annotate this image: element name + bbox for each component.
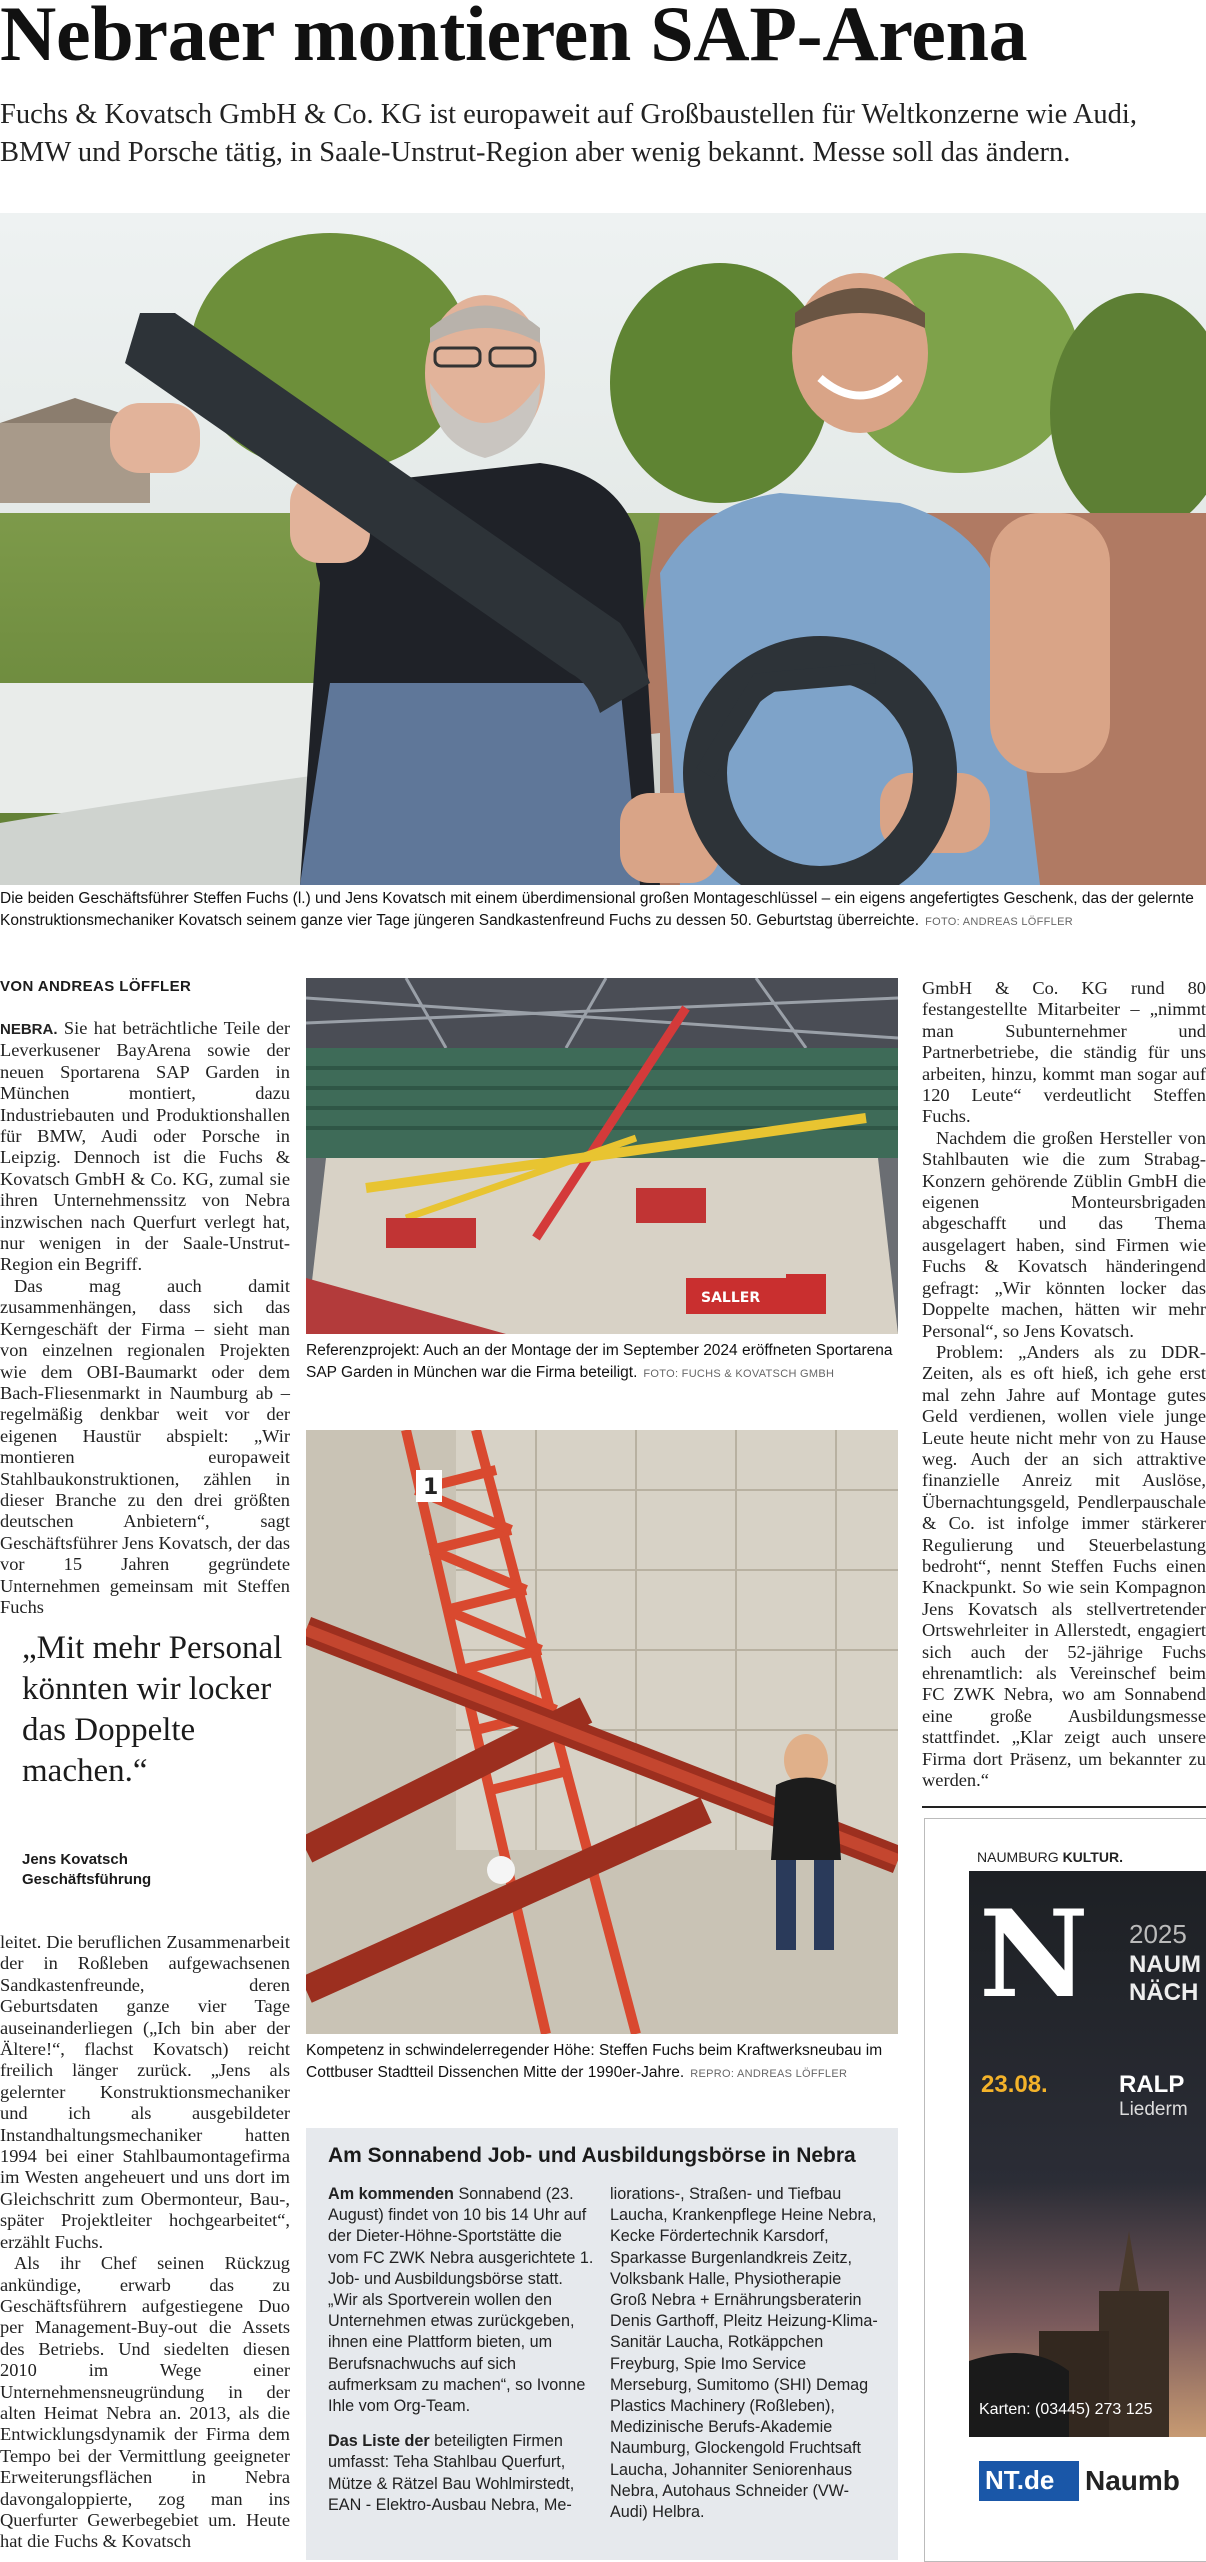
ad-logo-n: N <box>979 1884 1089 2025</box>
ad-line2: NÄCH <box>1129 1979 1199 2006</box>
ad-section-label <box>977 1849 1123 1865</box>
ad-section-name: KULTUR. <box>1062 1849 1123 1865</box>
arena-photo-illustration <box>306 978 898 1334</box>
crane-label: SALLER <box>701 1290 761 1306</box>
article-paragraph: leitet. Die beruflichen Zusammenarbeit der in Roßleben aufgewachsenen Sandkastenfreunde, deren Geburtsdaten ganze vier Tage auseinanderliegen („Ich bin aber der Ältere!“, flachst Kovatsch) reicht freilich länger zurück. „Jens als gelernter Konstruktionsmechaniker und ich als ausgebildeter Instandhaltungsmechaniker hatten 1994 bei einer Stahlbaumontagefirma im Westen angeheuert und uns dort im Gleichschritt zum Obermonteur, Bau-, später Projektleiter hochgearbeitet“, erzählt Fuchs. <box>0 1932 290 2252</box>
ad-line1: NAUM <box>1129 1951 1201 1978</box>
ad-header <box>925 1819 1206 1871</box>
subheadline: Fuchs & Kovatsch GmbH & Co. KG ist europaweit auf Großbaustellen für Weltkonzerne wie Audi, BMW und Porsche tätig, in Saale-Unstrut-Region aber wenig bekannt. Messe soll das ändern. <box>0 99 1137 168</box>
ad-year: 2025 <box>1129 1919 1187 1949</box>
height-caption-text: Kompetenz in schwindelerregender Höhe: Steffen Fuchs beim Kraftwerksneubau im Cottbuser Stadtteil Dissenchen Mitte der 1990er-Jahre. <box>306 2042 883 2081</box>
arena-photo-caption <box>306 1340 898 1385</box>
ad-artist: RALP <box>1119 2071 1185 2098</box>
article-paragraph: GmbH & Co. KG rund 80 festangestellte Mitarbeiter – „nimmt man Subunternehmer und Partnerbetriebe, die ständig für uns arbeiten, hinzu, kommt man sogar auf 120 Leute“ verdeutlicht Steffen Fuchs. <box>922 978 1206 1127</box>
height-photo-illustration <box>306 1430 898 2034</box>
ad-brand-short: NT.de <box>985 2465 1055 2495</box>
tower-number: 1 <box>423 1475 439 1500</box>
advertisement[interactable] <box>924 1818 1206 2562</box>
ad-date: 23.08. <box>981 2071 1048 2098</box>
main-photo-illustration <box>0 213 1206 885</box>
pullquote-author-name: Jens Kovatsch <box>22 1851 128 1868</box>
article-col1-top <box>0 1018 290 1618</box>
arena-photo <box>306 978 898 1334</box>
pullquote-author-role: Geschäftsführung <box>22 1871 152 1888</box>
ad-brand-long: Naumb <box>1085 2465 1180 2496</box>
info-box-lead: Am kommenden <box>328 2185 454 2203</box>
main-photo <box>0 213 1206 885</box>
article-paragraph: Sie hat beträchtliche Teile der Leverkusener BayArena sowie der neuen Sportarena SAP Garden in München montiert, dazu Industriebauten und Produktionshallen für BMW, Audi oder Porsche in Leipzig. Dennoch ist die Fuchs & Kovatsch GmbH & Co. KG, zumal sie ihren Unternehmenssitz von Nebra inzwischen nach Querfurt verlegt hat, nur wenigen in der Saale-Unstrut-Region ein Begriff. <box>0 1018 290 1275</box>
ad-ticket-phone: Karten: (03445) 273 125 <box>979 2401 1153 2418</box>
headline: Nebraer montieren SAP-Arena <box>0 0 1028 77</box>
column-divider <box>922 1806 1206 1808</box>
main-photo-caption-text: Die beiden Geschäftsführer Steffen Fuchs (l.) und Jens Kovatsch mit einem überdimensional großen Montageschlüssel – ein eigens angefertigtes Geschenk, das der gelernte Konstruktionsmechaniker Kovatsch seinem ganze vier Tage jüngeren Sandkastenfreund Fuchs zu dessen 50. Geburtstag überreichte. <box>0 890 1194 929</box>
ad-artist-sub: Liederm <box>1119 2099 1188 2120</box>
height-photo-caption <box>306 2040 898 2085</box>
article-paragraph: Nachdem die großen Hersteller von Stahlbauten wie die zum Strabag-Konzern gehörende Züblin GmbH die eigenen Monteursbrigaden abgeschafft und das Thema ausgelagert haben, sind Firmen wie Fuchs & Kovatsch händeringend gefragt: „Wir könnten locker das Doppelte machen, hätten wir mehr Personal“, so Jens Kovatsch. <box>922 1127 1206 1341</box>
ad-footer <box>925 2437 1206 2561</box>
info-box-col-right: liorations-, Straßen- und Tiefbau Laucha, Krankenpflege Heine Nebra, Kecke Fördertechnik Karsdorf, Sparkasse Burgenlandkreis Zeitz, Volksbank Halle, Physiotherapie Groß Nebra + Ernährungsberaterin Denis Garthoff, Pleitz Heizung-Klima-Sanitär Laucha, Rotkäppchen Freyburg, Spie Imo Service Merseburg, Sumitomo (SHI) Demag Plastics Machinery (Roßleben), Medizinische Berufs-Akademie Naumburg, Glockengold Fruchtsaft Laucha, Johanniter Seniorenhaus Nebra, Autohaus Schneider (VW-Audi) Helbra. <box>610 2185 878 2522</box>
pullquote-author <box>22 1850 290 1890</box>
article-paragraph: Als ihr Chef seinen Rückzug ankündige, erwarb das zu Geschäftsführern aufgestiegene Duo per Management-Buy-out die Assets des Betriebs. Und siedelten diesen 2010 im Wege einer Unternehmensneugründung in der alten Heimat Nebra an. 2013, als die Entwicklungsdynamik der Firma dem Tempo bei der Vermittlung geeigneter Erweiterungsflächen in Nebra davongaloppierte, zog man ins Querfurter Gewerbegebiet um. Heute hat die Fuchs & Kovatsch <box>0 2253 290 2552</box>
info-box-text: Sonnabend (23. August) findet von 10 bis 14 Uhr auf der Dieter-Höhne-Sportstätte die vom FC ZWK Nebra ausgerichtete 1. Job- und Ausbildungsbörse statt. „Wir als Sportverein wollen den Unternehmen etwas zurückgeben, ihnen eine Plattform bieten, um Berufsnachwuchs auf sich aufmerksam zu machen“, so Ivonne Ihle vom Org-Team. <box>328 2185 594 2416</box>
dateline: NEBRA. <box>0 1021 58 1038</box>
ad-visual <box>969 1871 1206 2437</box>
article-paragraph: Problem: „Anders als zu DDR-Zeiten, als es oft hieß, ich gehe erst mal zehn Jahre auf Montage gutes Geld verdienen, wollen viele junge Leute heute nicht mehr von zu Hause weg. Auch der an sich attraktive finanzielle Anreiz mit Auslöse, Übernachtungsgeld, Pendlerpauschale & Co. ist infolge immer stärkerer Regulierung und Steuerbelastung bedroht“, nennt Steffen Fuchs einen Knackpunkt. So wie sein Kompagnon Jens Kovatsch als stellvertretender Ortswehrleiter in Allerstedt, engagiert sich auch der 52-jährige Fuchs ehrenamtlich: als Vereinschef beim FC ZWK Nebra, wo am Sonnabend eine große Ausbildungsmesse stattfindet. „Klar zeigt auch unsere Firma dort Präsenz, um bekannter zu werden.“ <box>922 1341 1206 1791</box>
byline: VON ANDREAS LÖFFLER <box>0 978 192 995</box>
article-col1-bottom <box>0 1932 290 2553</box>
ad-section-prefix: NAUMBURG <box>977 1849 1059 1865</box>
height-photo <box>306 1430 898 2034</box>
article-col3 <box>922 978 1206 1791</box>
height-photo-credit: REPRO: ANDREAS LÖFFLER <box>690 2068 848 2080</box>
info-box-title: Am Sonnabend Job- und Ausbildungsbörse in Nebra <box>328 2144 856 2167</box>
article-paragraph: Das mag auch damit zusammenhängen, dass sich das Kerngeschäft der Firma – sieht man von einzelnen regionalen Projekten wie dem OBI-Baumarkt oder dem Bach-Fliesenmarkt in Naumburg ab – regelmäßig denkbar weit vor der eigenen Haustür abspielt: „Wir montieren europaweit Stahlbaukonstruktionen, zählen in dieser Branche zu den drei größten deutschen Anbietern“, sagt Geschäftsführer Jens Kovatsch, der das vor 15 Jahren gegründete Unternehmen gemeinsam mit Steffen Fuchs <box>0 1275 290 1617</box>
arena-caption-text: Referenzprojekt: Auch an der Montage der im September 2024 eröffneten Sportarena SAP Garden in München war die Firma beteiligt. <box>306 1342 893 1381</box>
arena-photo-credit: FOTO: FUCHS & KOVATSCH GMBH <box>643 1368 835 1380</box>
info-box-lead: Das Liste der <box>328 2432 430 2451</box>
pullquote-text: „Mit mehr Personal könnten wir locker das Doppelte machen.“ <box>22 1630 283 1789</box>
info-box <box>306 2128 898 2560</box>
info-box-col-left <box>328 2184 594 2516</box>
main-photo-caption <box>0 888 1206 933</box>
main-photo-credit: FOTO: ANDREAS LÖFFLER <box>925 916 1073 928</box>
info-box-text: beteiligten Firmen umfasst: Teha Stahlbau Querfurt, Mütze & Rätzel Bau Wohlmirstedt, EAN - Elektro-Ausbau Nebra, Me- <box>328 2432 575 2514</box>
